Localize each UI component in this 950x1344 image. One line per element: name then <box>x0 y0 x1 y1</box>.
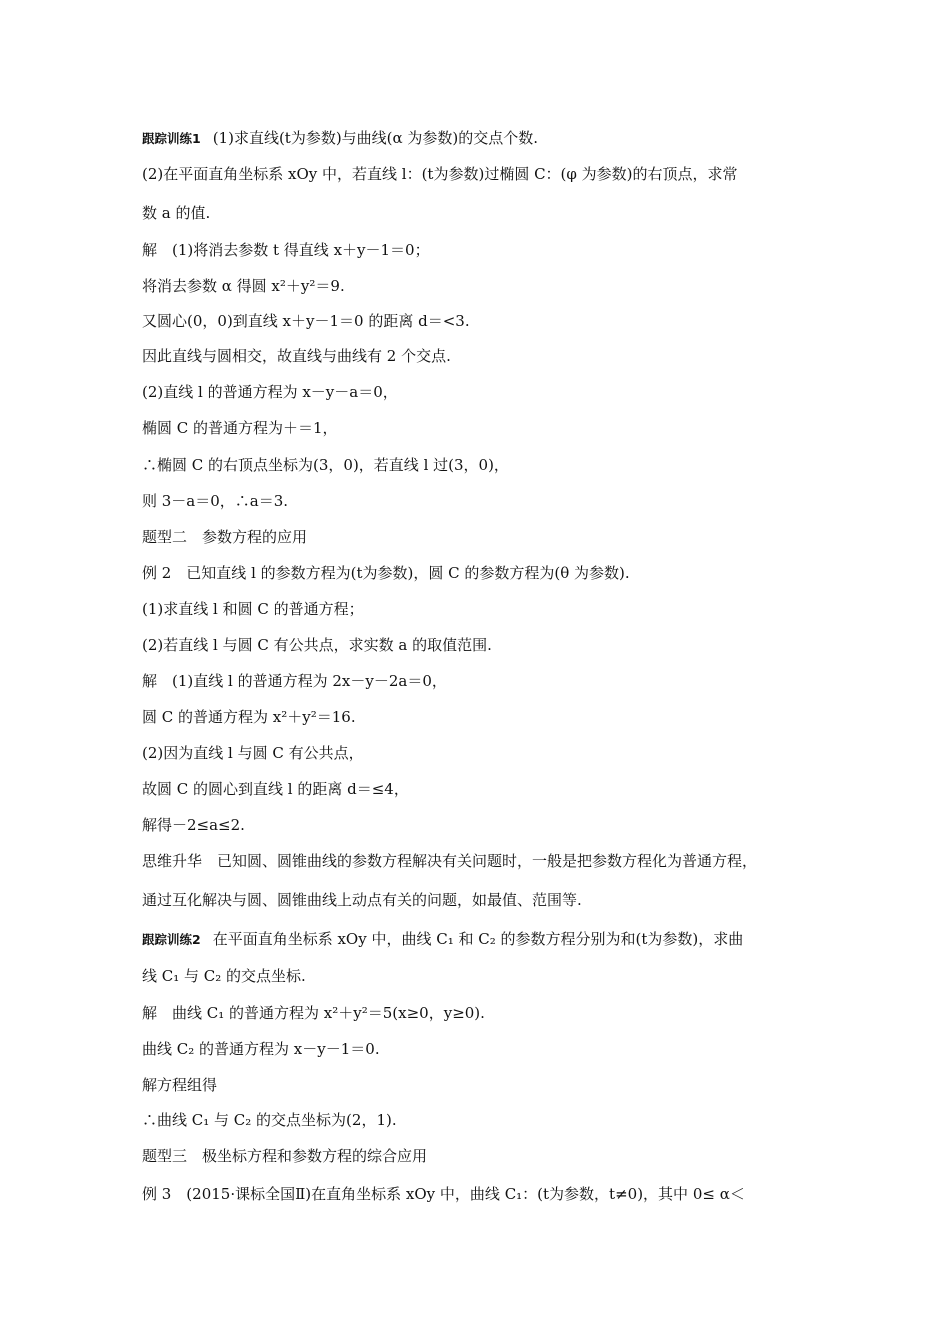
exercise-label: 跟踪训练2 <box>142 932 201 947</box>
text-line: 则 3－a＝0，∴a＝3. <box>142 492 289 510</box>
text-line: 将消去参数 α 得圆 x²＋y²＝9. <box>142 277 345 295</box>
example-line: 例 3 (2015·课标全国Ⅱ)在直角坐标系 xOy 中，曲线 C₁：(t为参数，t≠0)，其中 0≤ α＜ <box>142 1185 745 1203</box>
text-line: 解 (1)直线 l 的普通方程为 2x－y－2a＝0， <box>142 672 447 690</box>
text-line: 解 (1)将消去参数 t 得直线 x＋y－1＝0； <box>142 241 430 259</box>
text-line: 圆 C 的普通方程为 x²＋y²＝16. <box>142 708 356 726</box>
text-line: 通过互化解决与圆、圆锥曲线上动点有关的问题，如最值、范围等. <box>142 891 582 909</box>
text-line: (2)若直线 l 与圆 C 有公共点，求实数 a 的取值范围. <box>142 636 492 654</box>
section-heading: 题型二 参数方程的应用 <box>142 528 308 546</box>
text-line: 曲线 C₂ 的普通方程为 x－y－1＝0. <box>142 1040 380 1058</box>
example-line: 例 2 已知直线 l 的参数方程为(t为参数)，圆 C 的参数方程为(θ 为参数). <box>142 564 630 582</box>
text-line: 数 a 的值. <box>142 204 211 222</box>
text-line: 因此直线与圆相交，故直线与曲线有 2 个交点. <box>142 347 451 365</box>
text-line: (2)直线 l 的普通方程为 x－y－a＝0， <box>142 383 398 401</box>
text-line: ∴曲线 C₁ 与 C₂ 的交点坐标为(2，1). <box>142 1111 397 1129</box>
text-line: ∴椭圆 C 的右顶点坐标为(3，0)，若直线 l 过(3，0)， <box>142 456 509 474</box>
text-line: 跟踪训练1 (1)求直线(t为参数)与曲线(α 为参数)的交点个数. <box>142 129 539 147</box>
exercise-label: 跟踪训练1 <box>142 131 201 146</box>
text-line: 故圆 C 的圆心到直线 l 的距离 d＝≤4， <box>142 780 409 798</box>
text-line: 椭圆 C 的普通方程为＋＝1， <box>142 419 338 437</box>
text-line: (2)因为直线 l 与圆 C 有公共点， <box>142 744 364 762</box>
text-line: 思维升华 已知圆、圆锥曲线的参数方程解决有关问题时，一般是把参数方程化为普通方程， <box>142 852 758 870</box>
text-line: 跟踪训练2 在平面直角坐标系 xOy 中，曲线 C₁ 和 C₂ 的参数方程分别为和(t为参数)，求曲 <box>142 930 744 948</box>
text-line: (2)在平面直角坐标系 xOy 中，若直线 l：(t为参数)过椭圆 C：(φ 为参数)的右顶点，求常 <box>142 165 738 183</box>
section-heading: 题型三 极坐标方程和参数方程的综合应用 <box>142 1147 428 1165</box>
text-line: 解方程组得 <box>142 1076 218 1094</box>
text-line: 解得－2≤a≤2. <box>142 816 245 834</box>
text-line: (1)求直线 l 和圆 C 的普通方程； <box>142 600 364 618</box>
text-line: 线 C₁ 与 C₂ 的交点坐标. <box>142 967 306 985</box>
text-line: 解 曲线 C₁ 的普通方程为 x²＋y²＝5(x≥0，y≥0). <box>142 1004 485 1022</box>
text-line: 又圆心(0，0)到直线 x＋y－1＝0 的距离 d＝<3. <box>142 312 470 330</box>
